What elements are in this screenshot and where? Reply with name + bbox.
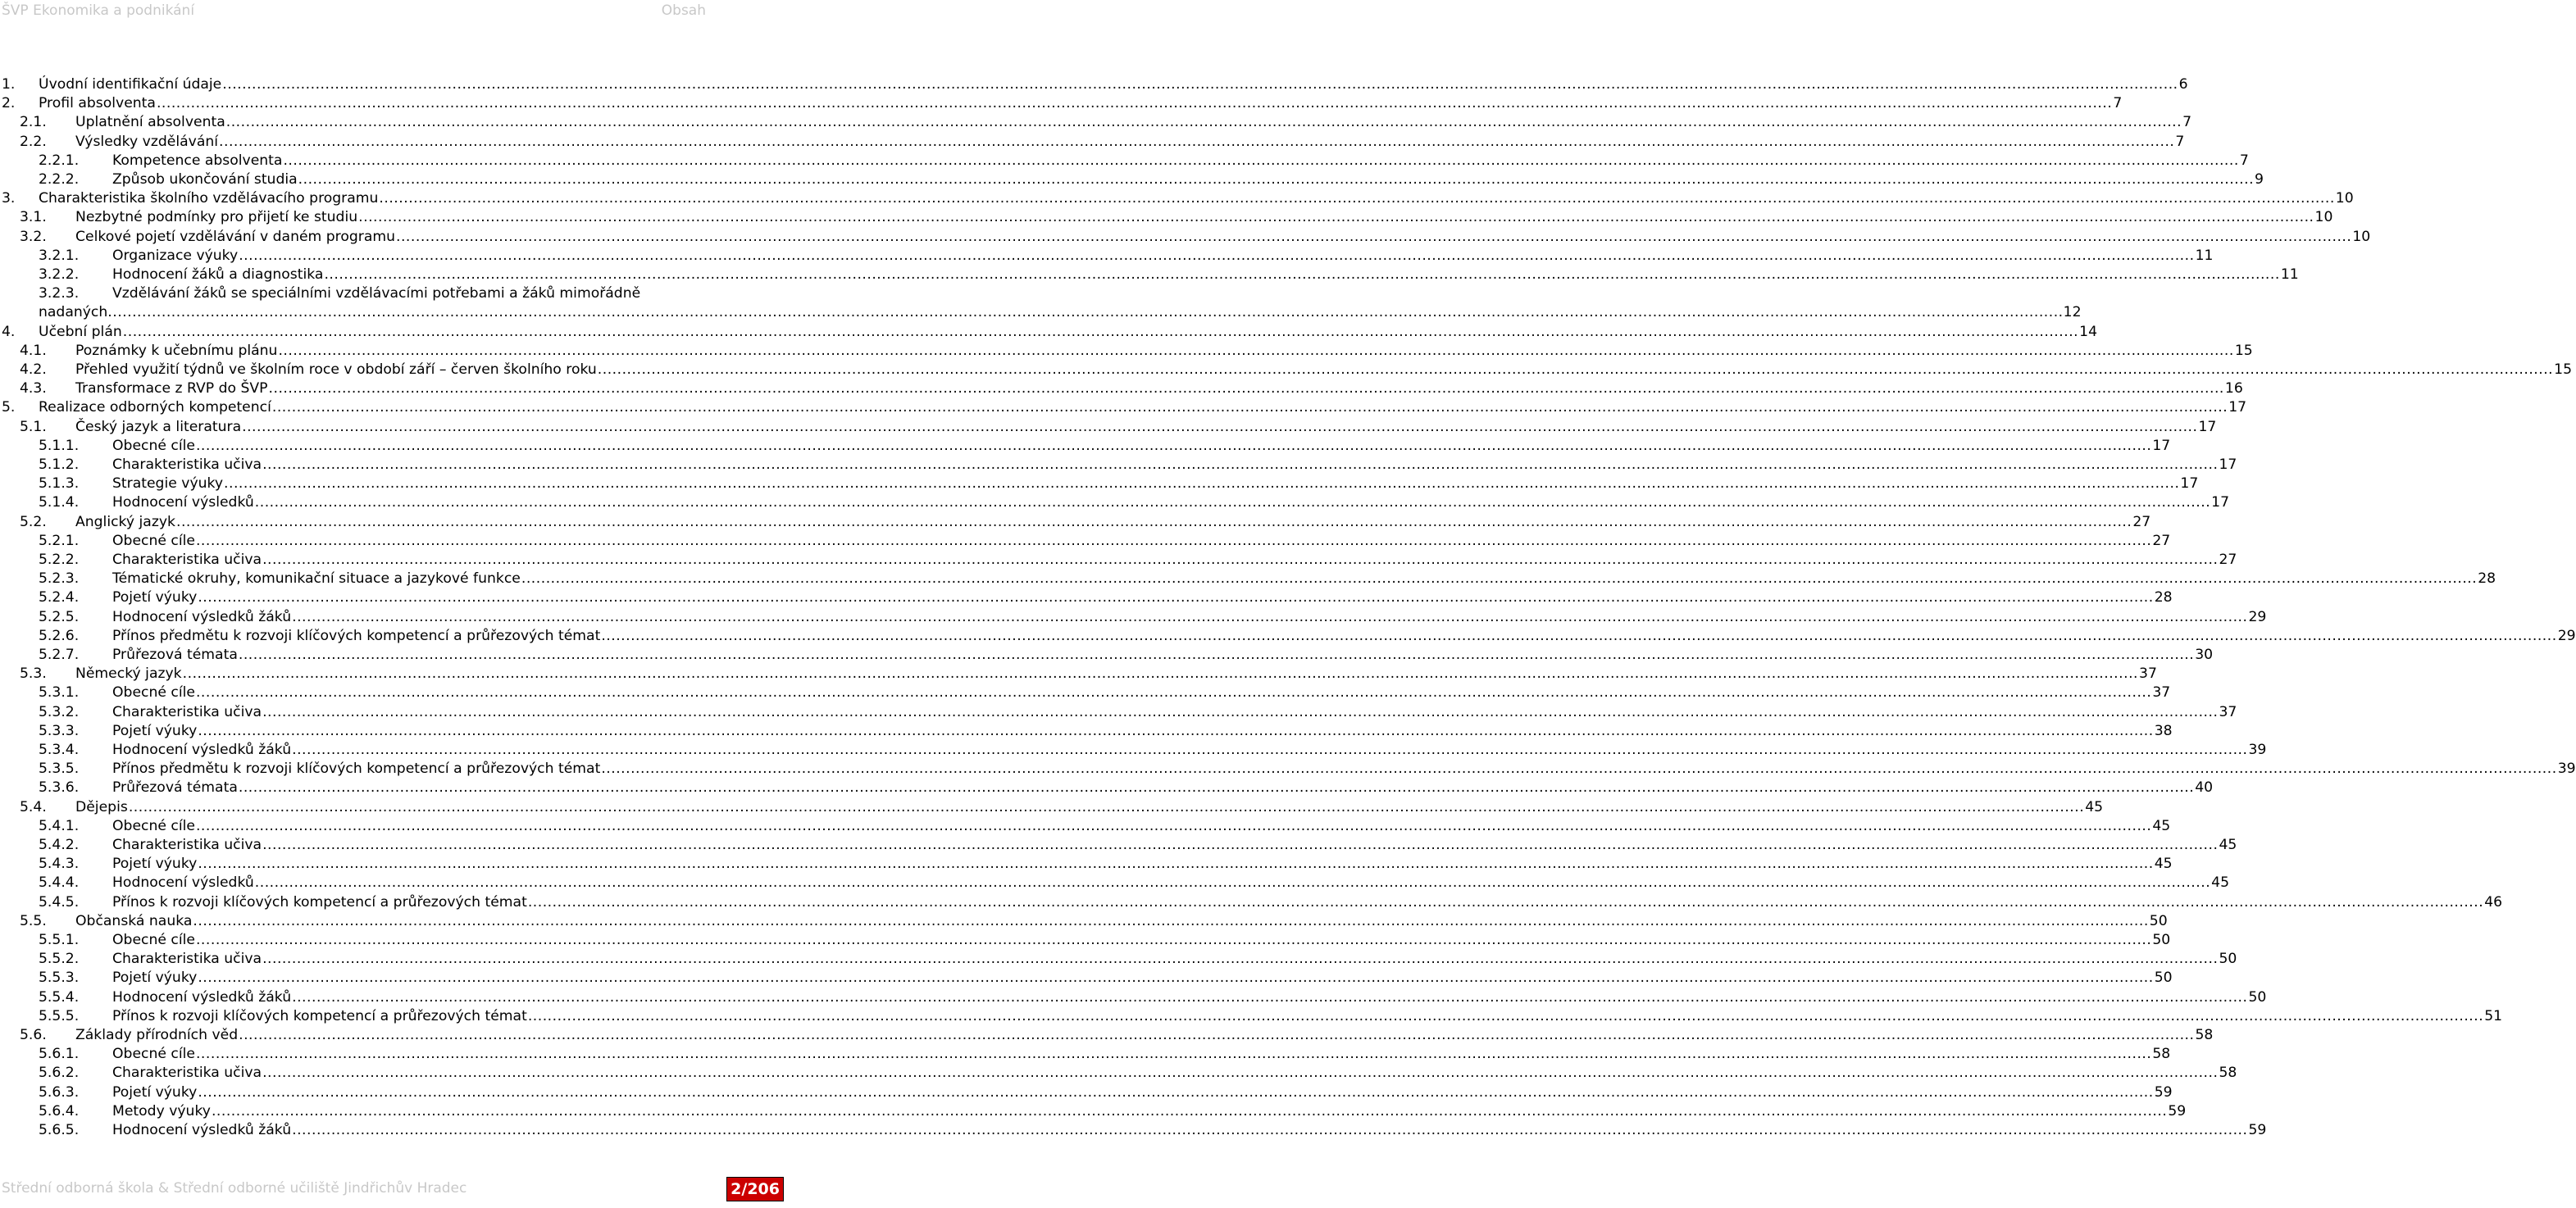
toc-leader-dots: ................................................................................................................................................................................................................................................................................................................................................................................................................ [601, 761, 2557, 778]
toc-leader-dots: ................................................................................................................................................................................................................................................................................................................................................................................................................ [195, 817, 2152, 834]
toc-entry[interactable] [0, 760, 2576, 779]
toc-entry-title: Pojetí výuky [112, 1083, 198, 1101]
page-footer [0, 1177, 787, 1201]
toc-entry-page: 39 [2248, 742, 2267, 758]
toc-leader-dots: ................................................................................................................................................................................................................................................................................................................................................................................................................ [238, 779, 2195, 797]
toc-entry[interactable] [0, 456, 2237, 475]
toc-entry[interactable] [0, 133, 2185, 152]
toc-entry[interactable] [0, 950, 2237, 969]
toc-leader-dots: ................................................................................................................................................................................................................................................................................................................................................................................................................ [298, 171, 2255, 188]
toc-entry-page: 37 [2219, 703, 2237, 720]
toc-entry[interactable] [0, 493, 2230, 512]
toc-entry-title: Kompetence absolventa [112, 152, 283, 169]
toc-entry-title: Úvodní identifikační údaje [39, 76, 222, 93]
toc-leader-dots: ................................................................................................................................................................................................................................................................................................................................................................................................................ [176, 513, 2132, 530]
toc-entry-number: 2. [2, 95, 16, 112]
toc-entry-number: 5. [2, 399, 16, 416]
toc-entry-page: 7 [2175, 133, 2185, 150]
toc-entry-number: 5.2.2. [39, 552, 80, 568]
toc-entry[interactable] [0, 1102, 2187, 1121]
toc-leader-dots: ................................................................................................................................................................................................................................................................................................................................................................................................................ [292, 1122, 2248, 1138]
toc-entry-page: 40 [2195, 779, 2214, 797]
toc-leader-dots: ................................................................................................................................................................................................................................................................................................................................................................................................................ [271, 399, 2228, 416]
toc-entry-title: Organizace výuky [112, 247, 239, 264]
toc-entry-title: Hodnocení výsledků [112, 494, 254, 511]
toc-entry[interactable] [0, 266, 2299, 284]
toc-entry[interactable] [0, 683, 2171, 702]
toc-leader-dots: ................................................................................................................................................................................................................................................................................................................................................................................................................ [262, 837, 2219, 853]
toc-entry-title: Hodnocení výsledků žáků [112, 1122, 292, 1138]
toc-entry-number: 4.2. [20, 361, 47, 378]
toc-entry-page: 27 [2152, 532, 2171, 549]
toc-entry-title: Přínos k rozvoji klíčových kompetencí a průřezových témat [112, 1007, 527, 1024]
toc-leader-dots: ................................................................................................................................................................................................................................................................................................................................................................................................................ [597, 361, 2554, 378]
toc-entry-title: Průřezová témata [112, 647, 238, 663]
toc-leader-dots: ................................................................................................................................................................................................................................................................................................................................................................................................................ [292, 742, 2248, 758]
toc-leader-dots: ................................................................................................................................................................................................................................................................................................................................................................................................................ [283, 152, 2239, 169]
toc-entry-number: 5.2.6. [39, 627, 80, 644]
toc-entry-page: 28 [2154, 589, 2173, 606]
toc-leader-dots: ................................................................................................................................................................................................................................................................................................................................................................................................................ [156, 95, 2113, 112]
toc-entry-number: 5.3.6. [39, 779, 80, 797]
toc-entry-title: Nezbytné podmínky pro přijetí ke studiu [75, 209, 358, 226]
toc-entry-page: 16 [2224, 380, 2243, 397]
toc-entry-page: 17 [2219, 456, 2237, 473]
toc-entry-page: 50 [2154, 970, 2173, 987]
toc-entry[interactable] [0, 513, 2151, 532]
toc-entry-title: Celkové pojetí vzdělávání v daném programu [75, 228, 395, 245]
toc-leader-dots: ................................................................................................................................................................................................................................................................................................................................................................................................................ [527, 1007, 2484, 1024]
toc-entry-title: Přínos předmětu k rozvoji klíčových kompetencí a průřezových témat [112, 761, 601, 778]
toc-entry-number: 2.2. [20, 133, 47, 150]
toc-entry-number: 5.5. [20, 912, 47, 929]
toc-leader-dots: ................................................................................................................................................................................................................................................................................................................................................................................................................ [182, 665, 2139, 683]
toc-entry[interactable] [0, 893, 2503, 912]
toc-entry-page: 14 [2079, 323, 2098, 340]
toc-leader-dots: ................................................................................................................................................................................................................................................................................................................................................................................................................ [278, 342, 2234, 359]
toc-entry-page: 17 [2228, 399, 2247, 416]
toc-entry-number: 4.1. [20, 342, 47, 359]
toc-entry[interactable] [0, 1045, 2171, 1064]
toc-entry-number: 4. [2, 323, 16, 340]
toc-entry-number: 3.2.2. [39, 266, 80, 283]
toc-entry-page: 45 [2154, 856, 2173, 873]
toc-entry[interactable] [0, 665, 2157, 683]
toc-leader-dots: ................................................................................................................................................................................................................................................................................................................................................................................................................ [222, 76, 2178, 93]
toc-entry-number: 5.3.2. [39, 703, 80, 720]
toc-entry-page: 11 [2195, 247, 2214, 264]
toc-entry[interactable] [0, 437, 2171, 456]
toc-entry-number: 1. [2, 76, 16, 93]
toc-entry-number: 5.4.5. [39, 893, 80, 911]
toc-entry-number: 2.2.2. [39, 171, 80, 188]
toc-entry-title: Metody výuky [112, 1102, 211, 1119]
toc-entry[interactable] [0, 170, 2264, 189]
toc-entry[interactable] [0, 988, 2267, 1007]
toc-entry-title: Obecné cíle [112, 932, 195, 948]
toc-entry[interactable] [0, 608, 2267, 627]
page-number-badge: 2/206 [726, 1177, 784, 1201]
toc-entry-page: 46 [2484, 893, 2503, 911]
toc-entry-number: 5.6.2. [39, 1065, 80, 1082]
toc-entry-page: 17 [2211, 494, 2230, 511]
toc-leader-dots: ................................................................................................................................................................................................................................................................................................................................................................................................................ [521, 570, 2478, 588]
toc-entry-title: Charakteristika učiva [112, 552, 262, 568]
toc-entry[interactable] [0, 836, 2237, 855]
toc-leader-dots: ................................................................................................................................................................................................................................................................................................................................................................................................................ [239, 1027, 2195, 1043]
toc-entry-page: 17 [2152, 437, 2171, 454]
toc-entry-number: 5.6.4. [39, 1102, 80, 1119]
toc-entry-page: 50 [2149, 912, 2168, 929]
toc-entry[interactable] [0, 817, 2171, 836]
toc-entry-number: 5.3.3. [39, 722, 80, 739]
toc-entry[interactable] [0, 475, 2199, 493]
toc-entry[interactable] [0, 1026, 2214, 1045]
toc-entry-title: Vzdělávání žáků se speciálními vzdělávacími potřebami a žáků mimořádně [112, 285, 641, 302]
toc-entry[interactable] [0, 627, 2576, 646]
toc-entry-title: Anglický jazyk [75, 513, 175, 530]
toc-leader-dots: ................................................................................................................................................................................................................................................................................................................................................................................................................ [195, 437, 2152, 454]
toc-entry-title: Dějepis [75, 798, 128, 815]
toc-entry-number: 5.5.5. [39, 1007, 80, 1024]
toc-entry[interactable] [0, 1083, 2173, 1102]
toc-leader-dots: ................................................................................................................................................................................................................................................................................................................................................................................................................ [262, 703, 2219, 720]
toc-entry-page: 15 [2554, 361, 2573, 378]
toc-leader-dots: ................................................................................................................................................................................................................................................................................................................................................................................................................ [262, 951, 2219, 968]
toc-entry-number: 5.6. [20, 1027, 47, 1043]
toc-entry[interactable] [0, 532, 2171, 551]
toc-leader-dots: ................................................................................................................................................................................................................................................................................................................................................................................................................ [358, 209, 2314, 226]
toc-leader-dots: ................................................................................................................................................................................................................................................................................................................................................................................................................ [193, 912, 2149, 929]
toc-leader-dots: ................................................................................................................................................................................................................................................................................................................................................................................................................ [396, 228, 2352, 245]
toc-entry-number: 5.2.7. [39, 647, 80, 663]
toc-entry-title: Tématické okruhy, komunikační situace a jazykové funkce [112, 570, 521, 588]
toc-entry[interactable] [0, 874, 2230, 892]
toc-entry-number: 5.4.1. [39, 817, 80, 834]
toc-leader-dots: ................................................................................................................................................................................................................................................................................................................................................................................................................ [242, 418, 2198, 435]
toc-entry-title: Přínos předmětu k rozvoji klíčových kompetencí a průřezových témat [112, 627, 601, 644]
toc-entry[interactable] [0, 323, 2098, 342]
toc-entry-page: 10 [2314, 209, 2333, 226]
toc-entry-number: 5.1.4. [39, 494, 80, 511]
toc-leader-dots: ................................................................................................................................................................................................................................................................................................................................................................................................................ [262, 456, 2219, 473]
toc-entry-title: Uplatnění absolventa [75, 114, 225, 131]
toc-entry-title-continued: nadaných [39, 304, 108, 321]
toc-entry-number: 5.5.3. [39, 970, 80, 987]
toc-entry[interactable] [0, 741, 2267, 760]
toc-entry-title: Profil absolventa [39, 95, 156, 112]
toc-entry-title: Pojetí výuky [112, 856, 198, 873]
toc-leader-dots: ................................................................................................................................................................................................................................................................................................................................................................................................................ [198, 856, 2154, 873]
toc-entry-page: 59 [2248, 1122, 2267, 1138]
toc-entry-number: 5.1.1. [39, 437, 80, 454]
header-document-title: ŠVP Ekonomika a podnikání [2, 2, 195, 19]
toc-entry[interactable] [0, 798, 2104, 817]
toc-leader-dots: ................................................................................................................................................................................................................................................................................................................................................................................................................ [211, 1102, 2168, 1119]
toc-leader-dots: ................................................................................................................................................................................................................................................................................................................................................................................................................ [195, 684, 2152, 702]
toc-entry-page: 58 [2152, 1046, 2171, 1063]
toc-entry-number: 3. [2, 190, 16, 207]
toc-leader-dots: ................................................................................................................................................................................................................................................................................................................................................................................................................ [195, 932, 2152, 948]
toc-entry[interactable] [0, 208, 2333, 227]
toc-entry-title: Přehled využití týdnů ve školním roce v období září – červen školního roku [75, 361, 597, 378]
toc-leader-dots: ................................................................................................................................................................................................................................................................................................................................................................................................................ [527, 893, 2484, 911]
toc-entry[interactable] [0, 1007, 2503, 1026]
toc-entry[interactable] [0, 379, 2243, 398]
toc-entry-page: 29 [2248, 608, 2267, 625]
toc-leader-dots: ................................................................................................................................................................................................................................................................................................................................................................................................................ [198, 970, 2154, 987]
toc-entry-number: 5.4. [20, 798, 47, 815]
toc-entry-page: 17 [2180, 475, 2199, 493]
toc-entry[interactable] [0, 152, 2249, 170]
toc-entry-page: 59 [2154, 1083, 2173, 1101]
toc-entry-title: Charakteristika učiva [112, 951, 262, 968]
toc-entry[interactable] [0, 418, 2217, 437]
toc-entry[interactable] [0, 570, 2496, 588]
toc-entry-number: 5.2.4. [39, 589, 80, 606]
toc-entry[interactable] [0, 551, 2237, 570]
toc-entry-number: 5.6.1. [39, 1046, 80, 1063]
toc-entry-number: 5.4.3. [39, 856, 80, 873]
toc-entry[interactable] [0, 247, 2214, 266]
toc-entry-number: 3.2. [20, 228, 47, 245]
toc-leader-dots: ................................................................................................................................................................................................................................................................................................................................................................................................................ [195, 1046, 2152, 1063]
toc-entry-number: 5.2. [20, 513, 47, 530]
toc-entry-title: Hodnocení výsledků žáků [112, 742, 292, 758]
toc-entry-number: 4.3. [20, 380, 47, 397]
toc-entry-number: 3.2.1. [39, 247, 80, 264]
toc-entry-title: Charakteristika učiva [112, 837, 262, 853]
toc-entry-page: 38 [2154, 722, 2173, 739]
toc-entry-number: 5.1.3. [39, 475, 80, 493]
toc-entry[interactable] [0, 94, 2123, 113]
toc-entry-number: 3.2.3. [39, 285, 80, 302]
toc-entry-title: Strategie výuky [112, 475, 224, 493]
toc-entry-page: 51 [2484, 1007, 2503, 1024]
toc-entry-page: 58 [2195, 1027, 2214, 1043]
toc-leader-dots: ................................................................................................................................................................................................................................................................................................................................................................................................................ [254, 494, 2211, 511]
toc-entry-title: Obecné cíle [112, 437, 195, 454]
toc-entry-number: 5.1.2. [39, 456, 80, 473]
toc-entry-page: 7 [2239, 152, 2249, 169]
toc-entry-number: 5.2.3. [39, 570, 80, 588]
toc-entry-number: 5.5.4. [39, 988, 80, 1006]
toc-entry-title: Hodnocení výsledků žáků [112, 988, 292, 1006]
toc-entry[interactable] [0, 398, 2247, 417]
toc-entry-title: Učební plán [39, 323, 122, 340]
toc-entry-title: Poznámky k učebnímu plánu [75, 342, 278, 359]
toc-entry-page: 50 [2219, 951, 2237, 968]
toc-entry-page: 10 [2352, 228, 2371, 245]
toc-entry-page: 45 [2211, 874, 2230, 892]
toc-entry[interactable] [0, 855, 2173, 874]
toc-entry-page: 28 [2478, 570, 2496, 588]
toc-leader-dots: ................................................................................................................................................................................................................................................................................................................................................................................................................ [262, 552, 2219, 568]
toc-entry-number: 5.5.2. [39, 951, 80, 968]
toc-entry-page: 37 [2139, 665, 2157, 683]
toc-entry-page: 12 [2063, 304, 2082, 321]
toc-entry[interactable] [0, 588, 2173, 607]
toc-entry-page: 50 [2152, 932, 2171, 948]
toc-entry-title: Pojetí výuky [112, 589, 198, 606]
toc-entry-page: 27 [2219, 552, 2237, 568]
toc-leader-dots: ................................................................................................................................................................................................................................................................................................................................................................................................................ [292, 988, 2248, 1006]
toc-entry-title: Český jazyk a literatura [75, 418, 242, 435]
toc-entry-page: 45 [2152, 817, 2171, 834]
toc-entry[interactable] [0, 722, 2173, 741]
toc-entry-number: 5.3.4. [39, 742, 80, 758]
toc-leader-dots: ................................................................................................................................................................................................................................................................................................................................................................................................................ [268, 380, 2224, 397]
toc-entry-title: Obecné cíle [112, 817, 195, 834]
toc-entry[interactable] [0, 228, 2371, 247]
toc-leader-dots: ................................................................................................................................................................................................................................................................................................................................................................................................................ [122, 323, 2079, 340]
toc-entry-title: Obecné cíle [112, 684, 195, 702]
toc-entry-number: 2.2.1. [39, 152, 80, 169]
toc-entry-page: 45 [2085, 798, 2104, 815]
toc-leader-dots: ................................................................................................................................................................................................................................................................................................................................................................................................................ [225, 114, 2182, 131]
toc-entry[interactable] [0, 1064, 2237, 1083]
toc-entry-number: 5.1. [20, 418, 47, 435]
toc-leader-dots: ................................................................................................................................................................................................................................................................................................................................................................................................................ [219, 133, 2175, 150]
toc-entry-number: 5.3.5. [39, 761, 80, 778]
toc-entry-title: Hodnocení žáků a diagnostika [112, 266, 324, 283]
toc-entry-title: Výsledky vzdělávání [75, 133, 219, 150]
toc-entry[interactable] [0, 113, 2192, 132]
toc-entry-page: 30 [2195, 647, 2214, 663]
toc-leader-dots: ................................................................................................................................................................................................................................................................................................................................................................................................................ [254, 874, 2211, 892]
toc-entry-title: Charakteristika učiva [112, 456, 262, 473]
toc-entry-number: 5.6.3. [39, 1083, 80, 1101]
toc-entry[interactable] [0, 1121, 2267, 1140]
toc-entry-title: Hodnocení výsledků žáků [112, 608, 292, 625]
toc-entry-title: Charakteristika učiva [112, 1065, 262, 1082]
toc-leader-dots: ................................................................................................................................................................................................................................................................................................................................................................................................................ [601, 627, 2557, 644]
toc-entry-continuation[interactable] [0, 303, 2082, 322]
toc-leader-dots: ................................................................................................................................................................................................................................................................................................................................................................................................................ [238, 647, 2195, 663]
toc-entry-page: 6 [2178, 76, 2188, 93]
toc-entry[interactable] [0, 284, 707, 303]
toc-entry-page: 37 [2152, 684, 2171, 702]
toc-entry-page: 17 [2198, 418, 2217, 435]
toc-leader-dots: ................................................................................................................................................................................................................................................................................................................................................................................................................ [292, 608, 2248, 625]
toc-entry[interactable] [0, 912, 2168, 931]
toc-entry-number: 5.5.1. [39, 932, 80, 948]
toc-leader-dots: ................................................................................................................................................................................................................................................................................................................................................................................................................ [224, 475, 2180, 493]
toc-leader-dots: ................................................................................................................................................................................................................................................................................................................................................................................................................ [379, 190, 2335, 207]
toc-entry-number: 5.6.5. [39, 1122, 80, 1138]
toc-entry-number: 5.3.1. [39, 684, 80, 702]
toc-leader-dots: ................................................................................................................................................................................................................................................................................................................................................................................................................ [195, 532, 2152, 549]
toc-entry-number: 2.1. [20, 114, 47, 131]
toc-entry[interactable] [0, 779, 2214, 797]
toc-entry-number: 5.4.4. [39, 874, 80, 892]
toc-entry-title: Obecné cíle [112, 1046, 195, 1063]
toc-entry-title: Hodnocení výsledků [112, 874, 254, 892]
toc-entry-title: Německý jazyk [75, 665, 182, 683]
toc-entry-title: Realizace odborných kompetencí [39, 399, 271, 416]
toc-entry[interactable] [0, 969, 2173, 988]
header-section-title: Obsah [661, 2, 706, 19]
toc-entry-page: 10 [2335, 190, 2354, 207]
toc-leader-dots: ................................................................................................................................................................................................................................................................................................................................................................................................................ [262, 1065, 2219, 1082]
toc-entry-title: Přínos k rozvoji klíčových kompetencí a průřezových témat [112, 893, 527, 911]
toc-entry-title: Průřezová témata [112, 779, 238, 797]
toc-entry-title: Způsob ukončování studia [112, 171, 298, 188]
toc-entry[interactable] [0, 646, 2214, 665]
toc-entry-page: 11 [2280, 266, 2299, 283]
toc-entry-title: Pojetí výuky [112, 722, 198, 739]
toc-entry-number: 3.1. [20, 209, 47, 226]
toc-entry-title: Základy přírodních věd [75, 1027, 239, 1043]
toc-entry[interactable] [0, 931, 2171, 950]
page-header [0, 0, 787, 25]
toc-entry-page: 9 [2255, 171, 2264, 188]
toc-leader-dots: ................................................................................................................................................................................................................................................................................................................................................................................................................ [107, 304, 2064, 321]
toc-entry-title: Obecné cíle [112, 532, 195, 549]
toc-entry-page: 39 [2557, 761, 2576, 778]
toc-entry[interactable] [0, 703, 2237, 722]
toc-leader-dots: ................................................................................................................................................................................................................................................................................................................................................................................................................ [198, 722, 2154, 739]
toc-entry-title: Občanská nauka [75, 912, 193, 929]
toc-entry-page: 58 [2219, 1065, 2237, 1082]
toc-entry[interactable] [0, 75, 2188, 94]
toc-entry[interactable] [0, 361, 2573, 379]
toc-entry[interactable] [0, 342, 2253, 361]
toc-entry-number: 5.2.1. [39, 532, 80, 549]
toc-entry-title: Charakteristika učiva [112, 703, 262, 720]
toc-entry-page: 50 [2248, 988, 2267, 1006]
toc-entry-page: 45 [2219, 837, 2237, 853]
toc-leader-dots: ................................................................................................................................................................................................................................................................................................................................................................................................................ [324, 266, 2280, 283]
toc-leader-dots: ................................................................................................................................................................................................................................................................................................................................................................................................................ [239, 247, 2195, 264]
toc-entry-page: 7 [2182, 114, 2192, 131]
toc-entry-title: Transformace z RVP do ŠVP [75, 380, 268, 397]
toc-entry-title: Pojetí výuky [112, 970, 198, 987]
toc-entry-title: Charakteristika školního vzdělávacího programu [39, 190, 379, 207]
toc-leader-dots: ................................................................................................................................................................................................................................................................................................................................................................................................................ [198, 1083, 2154, 1101]
toc-entry-number: 5.2.5. [39, 608, 80, 625]
toc-entry-page: 7 [2113, 95, 2123, 112]
toc-entry-page: 15 [2234, 342, 2253, 359]
toc-entry-number: 5.3. [20, 665, 47, 683]
toc-entry-page: 29 [2557, 627, 2576, 644]
toc-entry-page: 27 [2132, 513, 2151, 530]
toc-entry-page: 59 [2168, 1102, 2187, 1119]
toc-leader-dots: ................................................................................................................................................................................................................................................................................................................................................................................................................ [128, 798, 2085, 815]
footer-school-name: Střední odborná škola & Střední odborné učiliště Jindřichův Hradec [2, 1180, 467, 1197]
toc-entry[interactable] [0, 189, 2354, 208]
toc-leader-dots: ................................................................................................................................................................................................................................................................................................................................................................................................................ [198, 589, 2154, 606]
toc-entry-number: 5.4.2. [39, 837, 80, 853]
